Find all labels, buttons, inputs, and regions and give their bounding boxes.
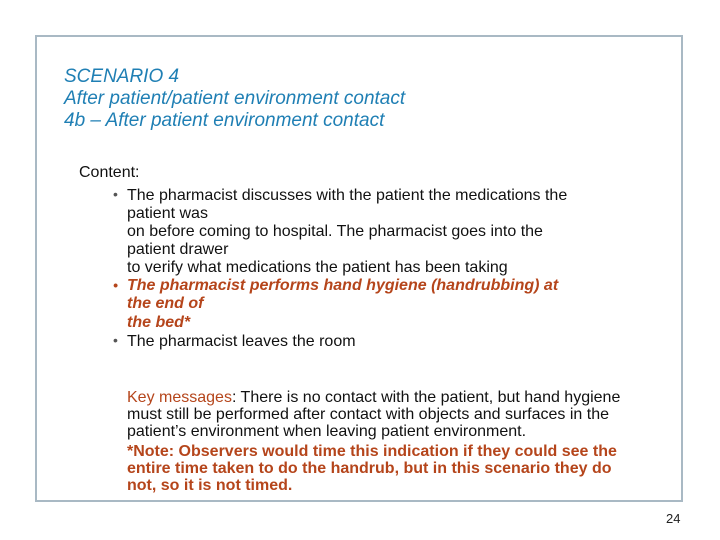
bullet-item-hand-hygiene — [79, 277, 627, 332]
key-messages-colon: : — [231, 389, 237, 406]
title-line-1: SCENARIO 4 — [64, 66, 180, 87]
bullet-icon: • — [113, 332, 118, 348]
bullet-line: patient drawer — [127, 241, 229, 258]
bullet-line: The pharmacist performs hand hygiene (handrubbing) at — [127, 277, 559, 294]
title-line-3: 4b – After patient environment contact — [64, 110, 385, 131]
key-messages-label: Key messages — [127, 389, 232, 406]
key-messages-text: There is no contact with the patient, but hand hygiene must still be performed after contact with objects and surfaces in the patient’s environment when leaving patient environment. — [127, 389, 621, 440]
note-text: *Note: Observers would time this indication if they could see the entire time taken to do the handrub, but in this scenario they do not, so it is not timed. — [127, 443, 617, 494]
key-messages-block — [127, 389, 637, 494]
bullet-line: the end of — [127, 295, 204, 312]
bullet-item-leaves-room — [79, 332, 627, 351]
key-messages-paragraph — [127, 389, 637, 440]
bullet-line: the bed* — [127, 314, 191, 331]
bullet-line: The pharmacist leaves the room — [127, 333, 356, 350]
slide-title — [64, 66, 624, 132]
page-number: 24 — [666, 511, 681, 526]
bullet-list — [79, 186, 639, 351]
bullet-item-discussion — [79, 186, 627, 277]
bullet-icon: • — [113, 186, 118, 202]
content-label: Content: — [79, 164, 140, 181]
content-section — [79, 163, 639, 351]
bullet-line: patient was — [127, 205, 208, 222]
bullet-line: The pharmacist discusses with the patient the medications the — [127, 187, 568, 204]
bullet-line: on before coming to hospital. The pharmacist goes into the — [127, 223, 543, 240]
title-line-2: After patient/patient environment contact — [64, 88, 406, 109]
bullet-line: to verify what medications the patient has been taking — [127, 259, 508, 276]
bullet-icon: • — [113, 277, 118, 293]
